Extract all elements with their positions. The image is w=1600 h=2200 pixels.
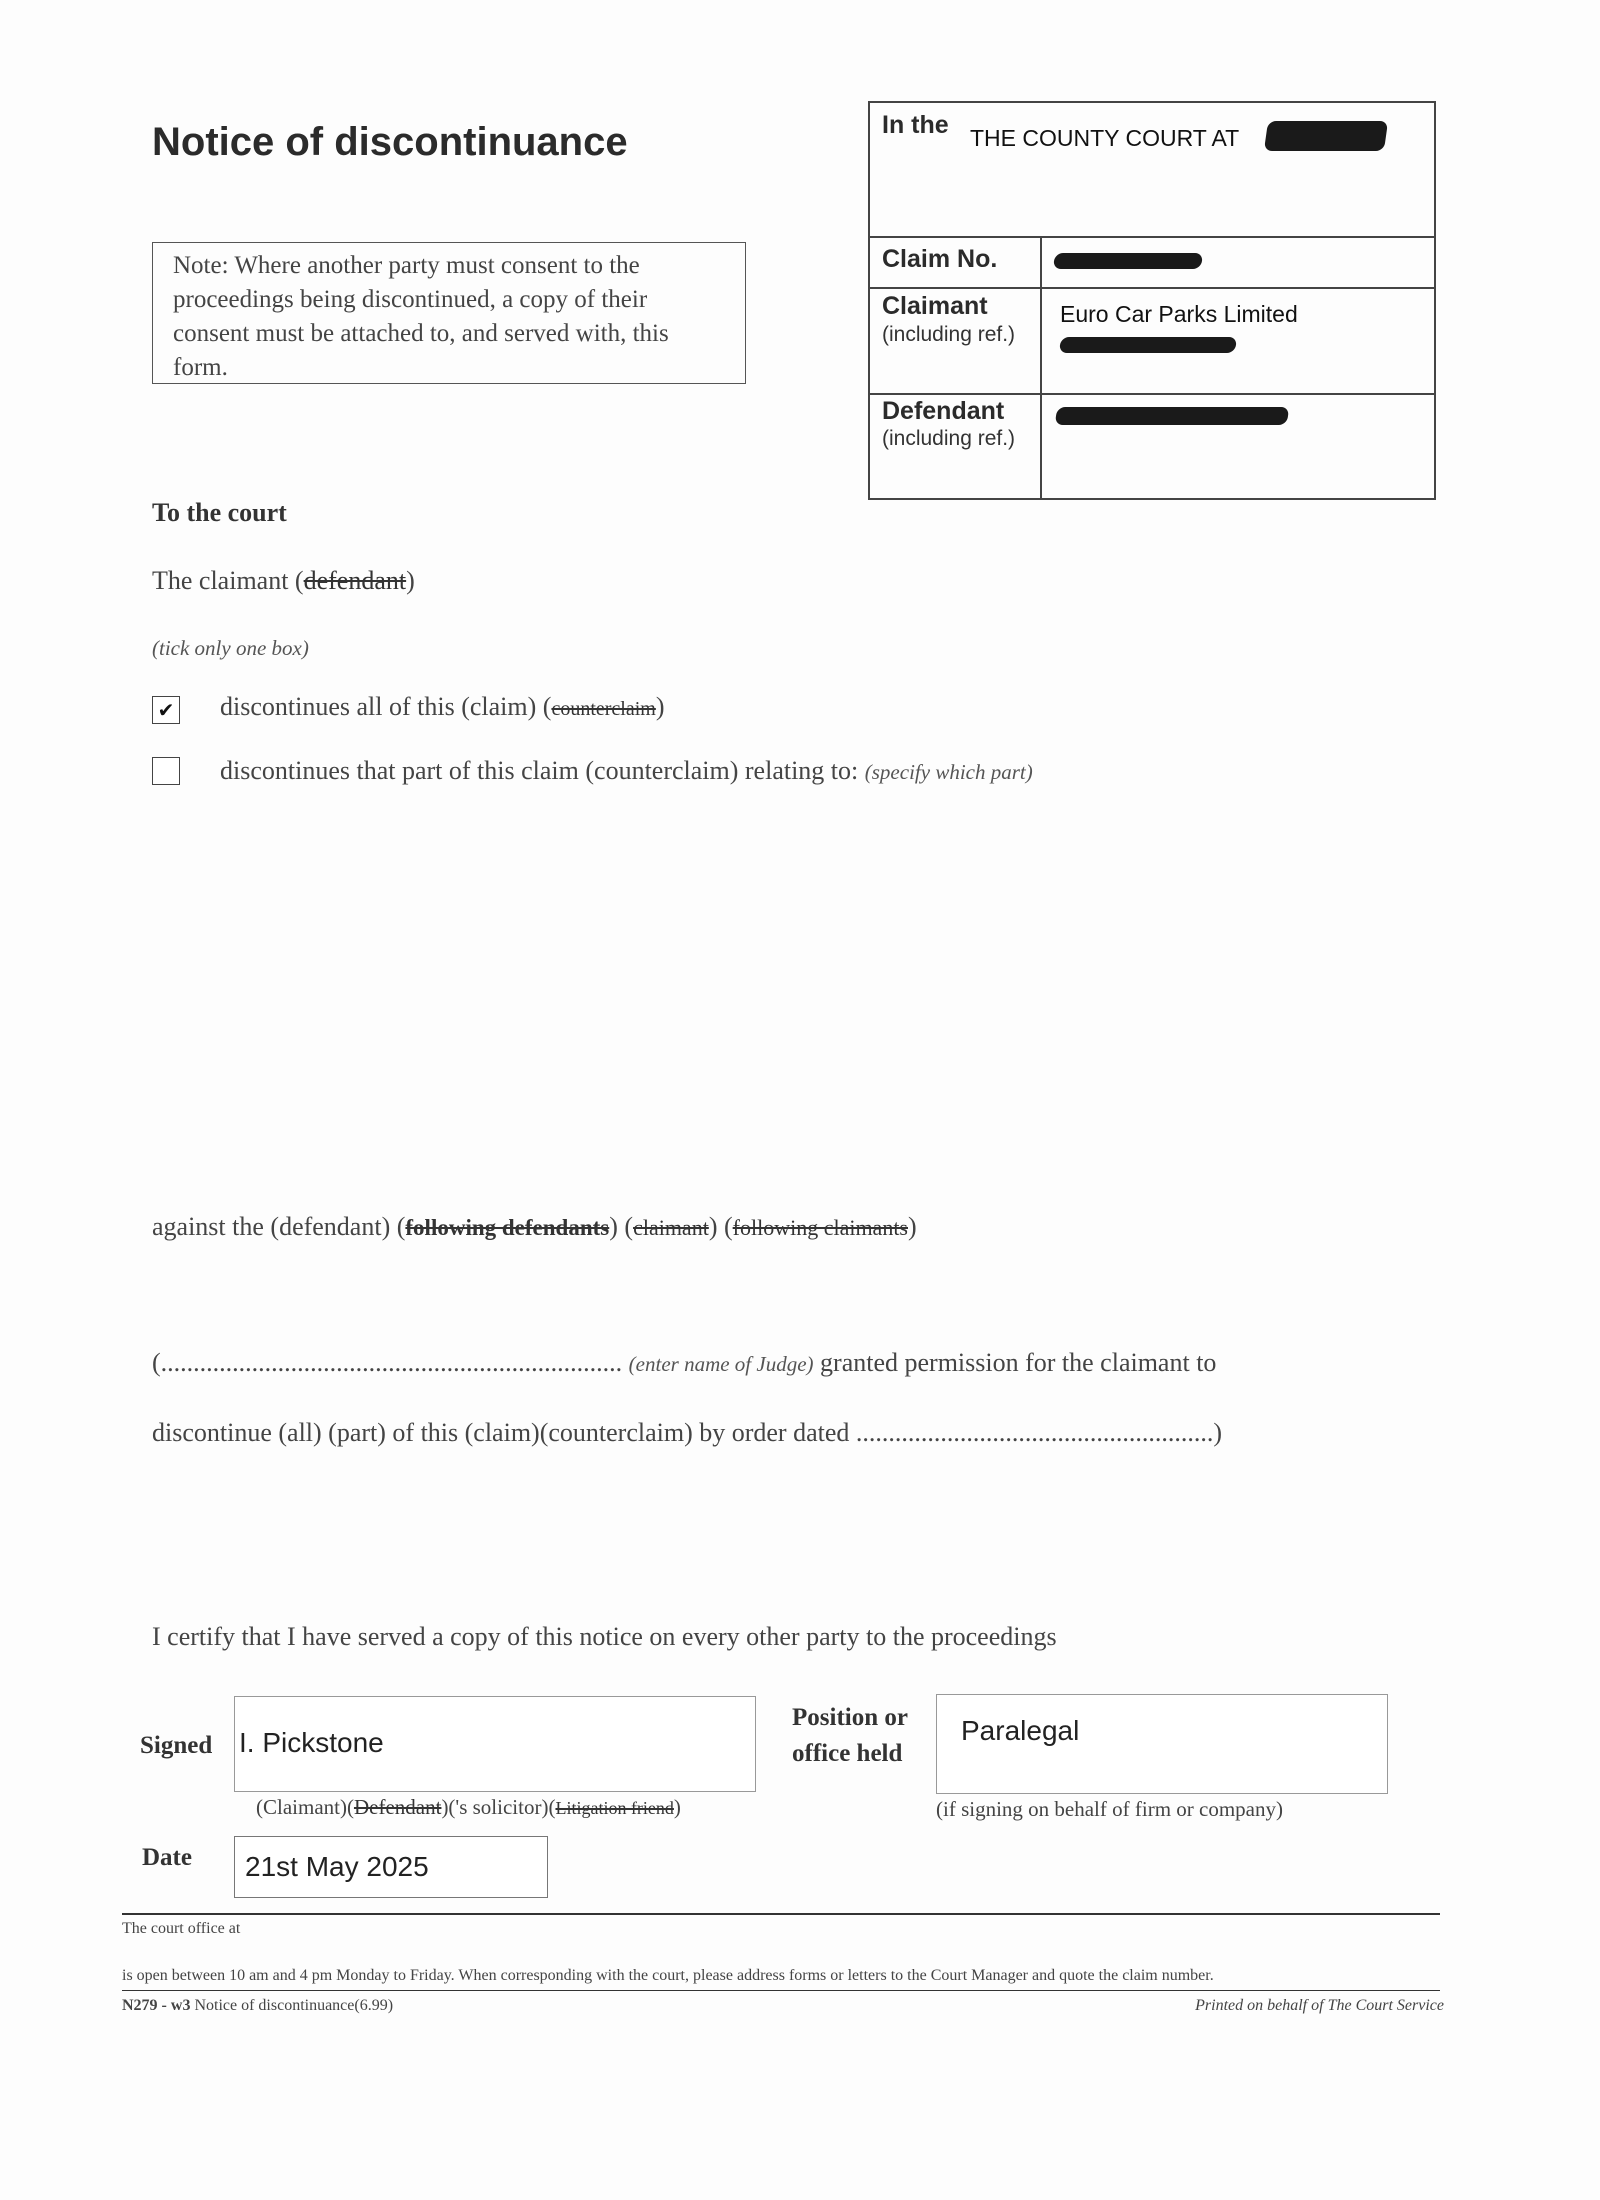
court-office-text: The court office at [122, 1920, 241, 1937]
option1-text: discontinues all of this (claim) ( [220, 692, 552, 721]
struck-following-defendants: following defendants [405, 1215, 610, 1240]
claimant-prefix: The claimant ( [152, 566, 304, 595]
claim-no-label: Claim No. [882, 245, 998, 273]
position-hint: (if signing on behalf of firm or company) [936, 1797, 1283, 1821]
against-mid: ) ( [609, 1212, 634, 1241]
struck-claimant: claimant [633, 1215, 709, 1240]
signer-capacity [256, 1795, 681, 1820]
struck-defendant: defendant [303, 566, 407, 595]
struck-following-claimants: following claimants [732, 1215, 908, 1240]
signed-field[interactable]: I. Pickstone [234, 1696, 756, 1792]
struck-defendant-signer: Defendant [353, 1795, 442, 1819]
discontinue-order-line: discontinue (all) (part) of this (claim)(counterclaim) by order dated .......................................................) [152, 1418, 1223, 1447]
redacted-claimant-ref [1059, 337, 1237, 353]
discontinue-part-text [220, 756, 1033, 786]
claimant-sub-label: (including ref.) [882, 323, 1016, 346]
redacted-court-location [1264, 121, 1388, 151]
redacted-defendant [1055, 407, 1290, 425]
against-line [152, 1212, 917, 1242]
against-prefix: against the (defendant) ( [152, 1212, 406, 1241]
form-code-line [122, 1997, 393, 2015]
printed-by: Printed on behalf of The Court Service [1195, 1997, 1444, 2014]
discontinue-part-checkbox[interactable] [152, 757, 180, 785]
claimant-name: Euro Car Parks Limited [1060, 301, 1298, 327]
discontinue-all-checkbox[interactable]: ✔ [152, 696, 180, 724]
form-code: N279 - w3 [122, 1997, 191, 2014]
form-title: Notice of discontinuance [152, 120, 628, 164]
claimant-suffix: ) [406, 566, 415, 595]
judge-hint: (enter name of Judge) [628, 1352, 814, 1376]
claimant-line [152, 566, 415, 596]
against-mid2: ) ( [708, 1212, 733, 1241]
certify-statement: I certify that I have served a copy of this notice on every other party to the proceedings [152, 1622, 1057, 1651]
defendant-sub-label: (including ref.) [882, 427, 1016, 450]
consent-note: Note: Where another party must consent to the proceedings being discontinued, a copy of their consent must be attached to, and served with, this form. [152, 242, 746, 384]
redacted-claim-number [1053, 253, 1203, 269]
signer-end: ) [673, 1795, 681, 1819]
signer-mid: )('s solicitor)( [441, 1795, 556, 1819]
judge-rest: granted permission for the claimant to [820, 1348, 1217, 1377]
against-end: ) [908, 1212, 917, 1241]
in-the-label: In the [882, 111, 949, 139]
judge-dots: (....................................................................... [152, 1348, 623, 1377]
position-label-2: office held [792, 1740, 903, 1767]
form-name: Notice of discontinuance(6.99) [194, 1997, 394, 2014]
option1-end: ) [655, 692, 665, 721]
court-details-box [868, 101, 1436, 500]
struck-counterclaim: counterclaim [551, 698, 656, 720]
court-name: THE COUNTY COURT AT [970, 125, 1240, 151]
tick-hint: (tick only one box) [152, 636, 309, 660]
defendant-label: Defendant [882, 397, 1005, 425]
signed-label: Signed [140, 1732, 213, 1759]
option2-hint: (specify which part) [864, 760, 1033, 784]
judge-line [152, 1348, 1216, 1378]
signer-prefix: (Claimant)( [256, 1795, 354, 1819]
option2-text: discontinues that part of this claim (counterclaim) relating to: [220, 756, 859, 785]
claimant-label: Claimant [882, 292, 988, 320]
office-hours-text: is open between 10 am and 4 pm Monday to Friday. When corresponding with the court, please address forms or letters to the Court Manager and quote the claim number. [122, 1967, 1214, 1984]
position-field[interactable]: Paralegal [936, 1694, 1388, 1794]
position-label-1: Position or [792, 1704, 908, 1731]
struck-litigation-friend: Litigation friend [555, 1798, 674, 1818]
to-the-court-heading: To the court [152, 498, 287, 527]
discontinue-all-text [220, 692, 665, 722]
date-label: Date [142, 1844, 192, 1871]
date-field[interactable]: 21st May 2025 [234, 1836, 548, 1898]
